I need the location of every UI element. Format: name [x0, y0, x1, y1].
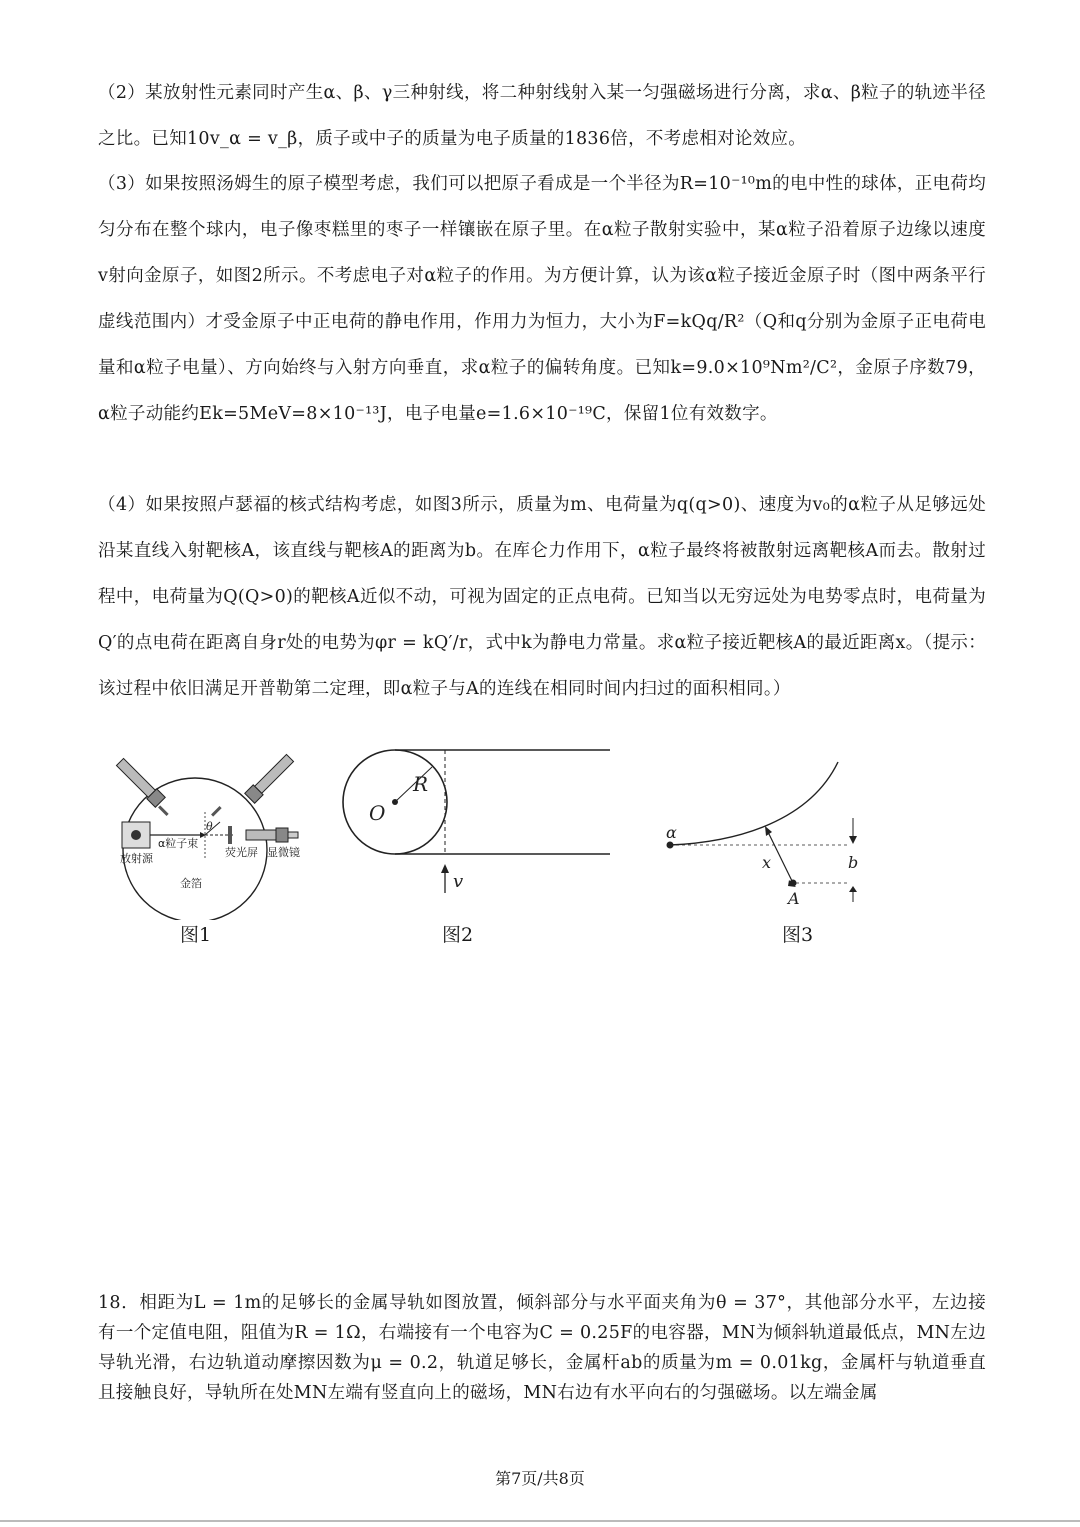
label-v: v — [453, 871, 464, 892]
question-18: 18．相距为L = 1m的足够长的金属导轨如图放置，倾斜部分与水平面夹角为θ = 37°，其他部分水平，左边接有一个定值电阻，阻值为R = 1Ω，右端接有一个电容为C = 0.25F的电容器，MN为倾斜轨道最低点，MN左边导轨光滑，右边轨道动摩擦因数为μ = 0.2，轨道足够长，金属杆ab的质量为m = 0.01kg，金属杆与轨道垂直且接触良好，导轨所在处MN左端有竖直向上的磁场，MN右边有水平向右的匀强磁场。以左端金属 — [98, 1293, 986, 1403]
caption-figure-1: 图1 — [180, 924, 212, 946]
question-4: （4）如果按照卢瑟福的核式结构考虑，如图3所示，质量为m、电荷量为q(q>0)、速度为v₀的α粒子从足够远处沿某直线入射靶核A，该直线与靶核A的距离为b。在库仑力作用下，α粒子最终将被散射远离靶核A而去。散射过程中，电荷量为Q(Q>0)的靶核A近似不动，可视为固定的正点电荷。已知当以无穷远处为电势零点时，电荷量为Q′的点电荷在距离自身r处的电势为φr = kQ′/r，式中k为静电力常量。求α粒子接近靶核A的最近距离x。（提示：该过程中依旧满足开普勒第二定理，即α粒子与A的连线在相同时间内扫过的面积相同。） — [98, 495, 986, 699]
figure-1 — [100, 750, 320, 920]
caption-figure-2: 图2 — [442, 924, 474, 946]
page-footer: 第7页/共8页 — [495, 1469, 585, 1488]
label-beam: α粒子束 — [158, 837, 199, 850]
label-x: x — [762, 853, 772, 872]
label-screen: 荧光屏 — [225, 846, 258, 859]
label-A: A — [788, 889, 800, 908]
label-foil: 金箔 — [180, 877, 202, 890]
caption-figure-3: 图3 — [782, 924, 814, 946]
label-b: b — [848, 853, 859, 872]
label-O: O — [369, 801, 386, 825]
label-microscope: 显微镜 — [267, 846, 300, 859]
label-source: 放射源 — [120, 852, 153, 865]
bottom-rule — [0, 1520, 1080, 1522]
label-alpha: α — [666, 823, 677, 842]
label-theta: θ — [206, 820, 213, 833]
figure-3 — [660, 740, 870, 910]
label-R: R — [413, 772, 429, 796]
question-3: （3）如果按照汤姆生的原子模型考虑，我们可以把原子看成是一个半径为R=10⁻¹⁰m的电中性的球体，正电荷均匀分布在整个球内，电子像枣糕里的枣子一样镶嵌在原子里。在α粒子散射实验中，某α粒子沿着原子边缘以速度v射向金原子，如图2所示。不考虑电子对α粒子的作用。为方便计算，认为该α粒子接近金原子时（图中两条平行虚线范围内）才受金原子中正电荷的静电作用，作用力为恒力，大小为F=kQq/R²（Q和q分别为金原子正电荷电量和α粒子电量）、方向始终与入射方向垂直，求α粒子的偏转角度。已知k=9.0×10⁹Nm²/C²，金原子序数79，α粒子动能约Ek=5MeV=8×10⁻¹³J，电子电量e=1.6×10⁻¹⁹C，保留1位有效数字。 — [98, 174, 986, 424]
figure-2 — [335, 745, 615, 900]
question-2: （2）某放射性元素同时产生α、β、γ三种射线，将二种射线射入某一匀强磁场进行分离，求α、β粒子的轨迹半径之比。已知10v_α = v_β，质子或中子的质量为电子质量的1836倍，不考虑相对论效应。 — [98, 83, 986, 149]
